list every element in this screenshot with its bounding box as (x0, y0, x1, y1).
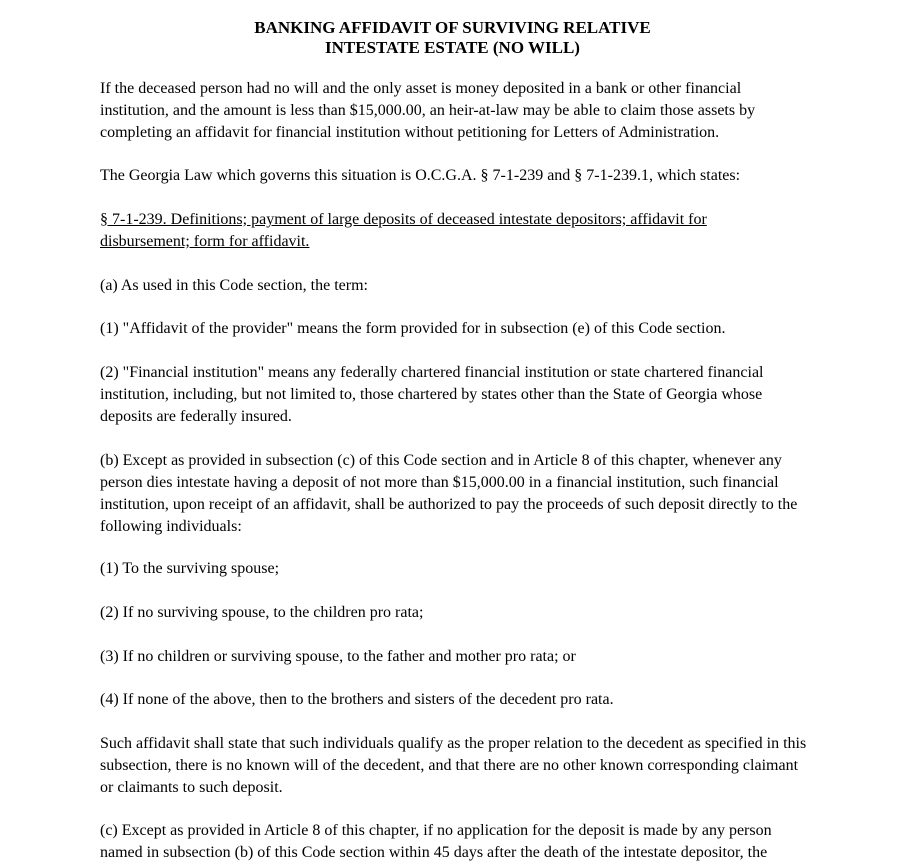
document-title: BANKING AFFIDAVIT OF SURVIVING RELATIVE (254, 18, 651, 37)
list-item-1: (1) To the surviving spouse; (100, 560, 280, 577)
subsection-c: (c) Except as provided in Article 8 of this chapter, if no application for the deposit is made by any person named in subsection (b) of this Code section within 45 days after the death of the intestate depositor, the (100, 822, 772, 861)
intro-paragraph: If the deceased person had no will and the only asset is money deposited in a bank or other financial institution, and the amount is less than $15,000.00, an heir-at-law may be able to claim those assets by completing an affidavit for financial institution without petitioning for Letters of Administration. (100, 80, 756, 141)
subsection-b: (b) Except as provided in subsection (c) of this Code section and in Article 8 of this chapter, whenever any person dies intestate having a deposit of not more than $15,000.00 in a financial institution, such financial institution, upon receipt of an affidavit, shall be authorized to pay the proceeds of such deposit directly to the following individuals: (100, 452, 798, 535)
definition-2: (2) "Financial institution" means any federally chartered financial institution or state chartered financial institution, including, but not limited to, those chartered by states other than the State of Georgia whose deposits are federally insured. (100, 364, 764, 425)
list-item-3: (3) If no children or surviving spouse, to the father and mother pro rata; or (100, 648, 576, 665)
list-item-2: (2) If no surviving spouse, to the children pro rata; (100, 604, 424, 621)
definition-1: (1) "Affidavit of the provider" means the form provided for in subsection (e) of this Code section. (100, 320, 726, 337)
list-item-4: (4) If none of the above, then to the brothers and sisters of the decedent pro rata. (100, 691, 614, 708)
georgia-law-paragraph: The Georgia Law which governs this situation is O.C.G.A. § 7-1-239 and § 7-1-239.1, which states: (100, 167, 741, 184)
affidavit-statement-paragraph: Such affidavit shall state that such individuals qualify as the proper relation to the decedent as specified in this subsection, there is no known will of the decedent, and that there are no other known corresponding claimant or claimants to such deposit. (100, 735, 807, 796)
code-section-heading: § 7-1-239. Definitions; payment of large deposits of deceased intestate depositors; affidavit for disbursement; form for affidavit. (100, 211, 707, 250)
document-subtitle: INTESTATE ESTATE (NO WILL) (325, 38, 580, 57)
subsection-a: (a) As used in this Code section, the term: (100, 277, 368, 294)
